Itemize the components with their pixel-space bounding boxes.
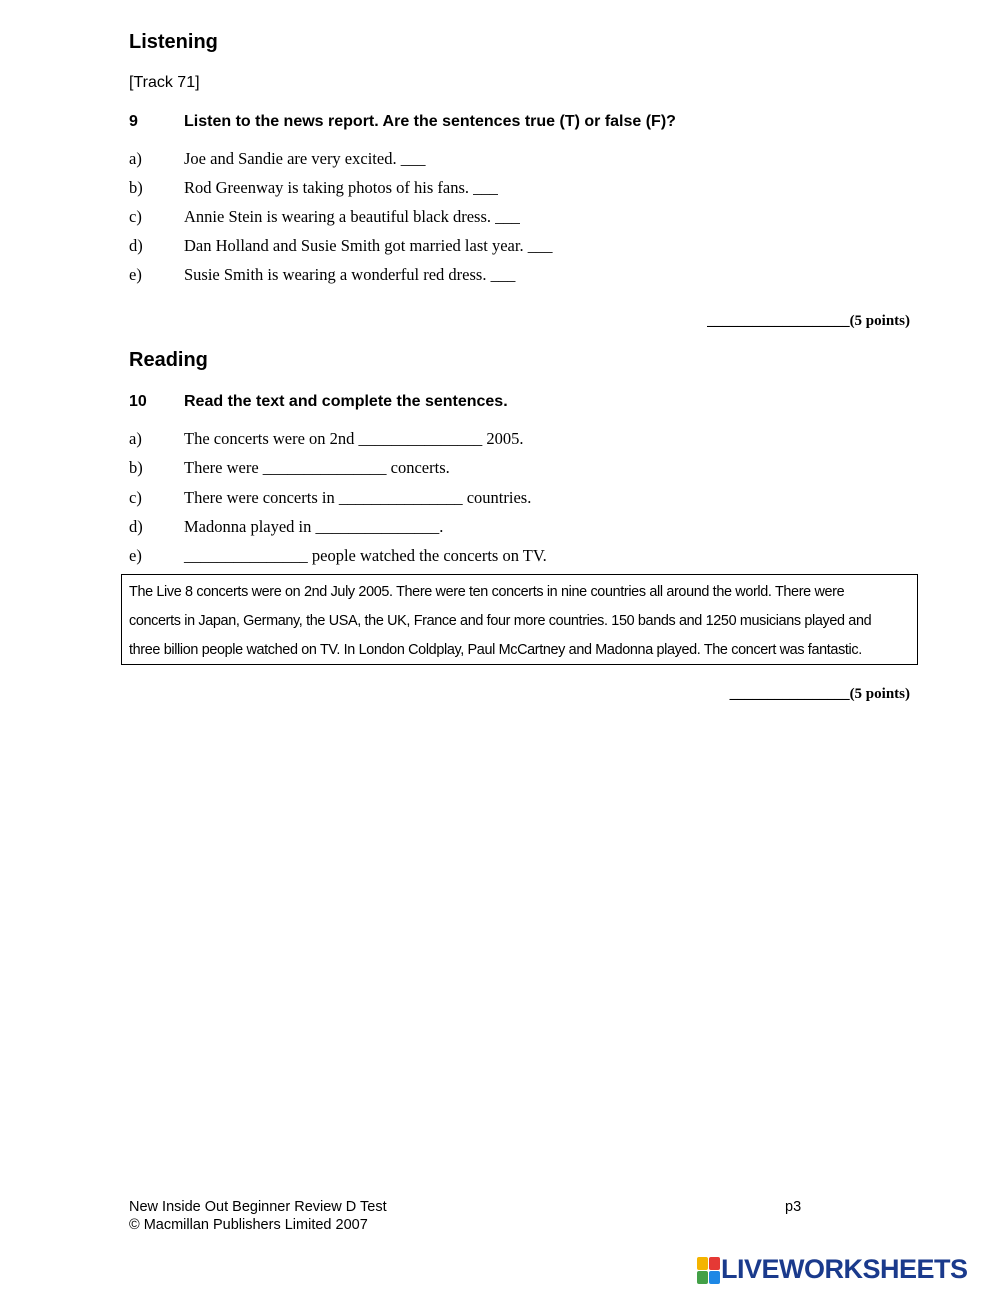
question-10-number: 10: [129, 393, 147, 410]
reading-item-text: _______________ people watched the concerts on TV.: [184, 546, 547, 565]
logo-block: [697, 1271, 708, 1284]
reading-item-letter: e): [129, 546, 142, 565]
question-9-instruction: Listen to the news report. Are the sentences true (T) or false (F)?: [184, 113, 676, 130]
liveworksheets-logo[interactable]: [697, 1254, 968, 1285]
listening-item-letter: b): [129, 178, 143, 197]
listening-heading: Listening: [129, 31, 218, 53]
listening-item-text: Annie Stein is wearing a beautiful black dress. ___: [184, 207, 520, 226]
listening-item-text: Rod Greenway is taking photos of his fans. ___: [184, 178, 498, 197]
listening-item-text: Dan Holland and Susie Smith got married last year. ___: [184, 236, 553, 255]
liveworksheets-logo-text: LIVEWORKSHEETS: [721, 1254, 968, 1284]
listening-item-letter: c): [129, 207, 142, 226]
logo-block: [697, 1257, 708, 1270]
reading-item-letter: a): [129, 429, 142, 448]
reading-text-box: [121, 574, 918, 665]
listening-item-text: Joe and Sandie are very excited. ___: [184, 149, 426, 168]
reading-item-letter: c): [129, 488, 142, 507]
reading-points: ________________(5 points): [729, 686, 910, 702]
reading-text-line: The Live 8 concerts were on 2nd July 2005. There were ten concerts in nine countries all around the world. There were: [129, 584, 845, 600]
listening-points: ___________________(5 points): [707, 313, 910, 329]
listening-item-letter: e): [129, 265, 142, 284]
reading-text-line: three billion people watched on TV. In London Coldplay, Paul McCartney and Madonna played. The concert was fantastic.: [129, 642, 862, 658]
listening-item-letter: a): [129, 149, 142, 168]
liveworksheets-logo-icon: [697, 1257, 719, 1283]
page-number: p3: [785, 1199, 802, 1215]
reading-item-text: There were _______________ concerts.: [184, 458, 450, 477]
reading-item-text: The concerts were on 2nd _______________ 2005.: [184, 429, 524, 448]
reading-item-letter: d): [129, 517, 143, 536]
question-10-instruction: Read the text and complete the sentences.: [184, 393, 508, 410]
track-label: [Track 71]: [129, 74, 200, 91]
reading-text-line: concerts in Japan, Germany, the USA, the UK, France and four more countries. 150 bands and 1250 musicians played and: [129, 613, 872, 629]
logo-block: [709, 1271, 720, 1284]
reading-heading: Reading: [129, 349, 208, 371]
listening-item-text: Susie Smith is wearing a wonderful red dress. ___: [184, 265, 516, 284]
listening-item-letter: d): [129, 236, 143, 255]
logo-block: [709, 1257, 720, 1270]
reading-item-letter: b): [129, 458, 143, 477]
question-9-number: 9: [129, 113, 138, 130]
footer-title: New Inside Out Beginner Review D Test: [129, 1199, 387, 1215]
reading-item-text: Madonna played in _______________.: [184, 517, 444, 536]
reading-item-text: There were concerts in _______________ countries.: [184, 488, 532, 507]
footer-copyright: © Macmillan Publishers Limited 2007: [129, 1217, 368, 1233]
